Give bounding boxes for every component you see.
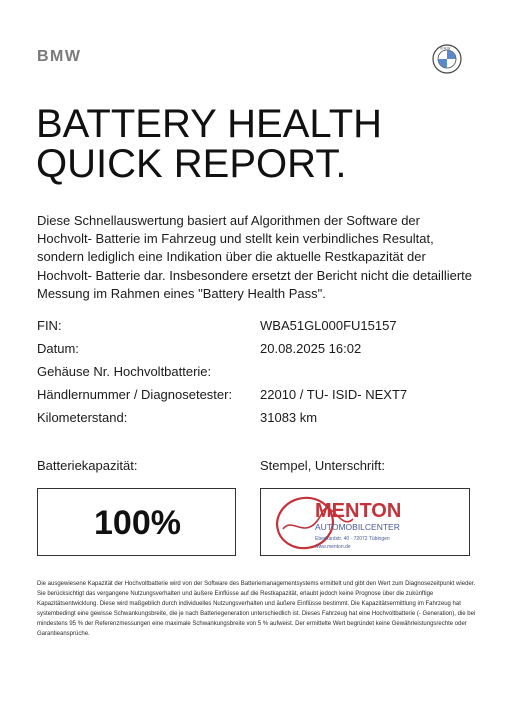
bmw-wordmark: BMW xyxy=(37,48,82,65)
capacity-box xyxy=(37,488,236,556)
intro-paragraph: Diese Schnellauswertung basiert auf Algorithmen der Software der Hochvolt- Batterie im Fahrzeug und stellt kein verbindliches Resultat, sondern lediglich eine Indikation über die aktuelle Restkapazität der Hochvolt- Batterie dar. Insbesondere ersetzt der Bericht nicht die detaillierte Messung im Rahmen eines "Battery Health Pass". xyxy=(37,213,473,301)
stamp-name: MENTON xyxy=(315,500,402,522)
dealer-stamp xyxy=(261,489,469,555)
fin-label: FIN: xyxy=(37,318,62,333)
capacity-value: 100% xyxy=(94,504,181,542)
bmw-roundel-icon xyxy=(432,44,462,74)
stamp-box xyxy=(260,488,470,556)
stamp-subtitle: AUTOMOBILCENTER xyxy=(315,522,400,532)
stamp-address: Eberhardstr. 40 · 72072 Tübingen xyxy=(315,536,390,542)
date-value: 20.08.2025 16:02 xyxy=(260,341,362,356)
dealer-tester-label: Händlernummer / Diagnosetester: xyxy=(37,387,233,402)
mileage-value: 31083 km xyxy=(260,410,318,425)
fin-value: WBA51GL000FU15157 xyxy=(260,318,397,333)
legal-disclaimer: Die ausgewiesene Kapazität der Hochvoltbatterie wird von der Software des Batteriemanagementsystems ermittelt und gibt den Wert zum Diagnosezeitpunkt wieder. Sie berücksichtigt das vergangene Nutzungsverhalten und äußere Einflüsse auf die Restkapazität, erlaubt jedoch keine Prognose über die zukünftige Kapazitätsentwicklung. Diese wird maßgeblich durch individuelles Nutzungsverhalten und äußere Einflüsse bestimmt. Die Kapazitätsermittlung im Fahrzeug hat systembedingt eine gewisse Schwankungsbreite, die je nach Batteriegeneration unterschiedlich ist. Dieses Fahrzeug hat eine Hochvoltbatterie (- Generation), die bei mindestens 95 % der Referenzmessungen eine maximale Schwankungsbreite von 5 % aufweist. Der ermittelte Wert begründet keine Gewährleistungsrechte oder Garantieansprüche. xyxy=(37,581,476,637)
title-line-2: QUICK REPORT. xyxy=(36,142,347,186)
stamp-label: Stempel, Unterschrift: xyxy=(260,458,385,473)
report-title xyxy=(36,104,476,184)
capacity-label: Batteriekapazität: xyxy=(37,458,138,473)
battery-housing-label: Gehäuse Nr. Hochvoltbatterie: xyxy=(37,364,212,379)
date-label: Datum: xyxy=(37,341,79,356)
svg-text:B M W: B M W xyxy=(440,46,451,51)
title-line-1: BATTERY HEALTH xyxy=(36,102,383,146)
mileage-label: Kilometerstand: xyxy=(37,410,128,425)
stamp-web: www.menton.de xyxy=(315,544,351,550)
dealer-tester-value: 22010 / TU- ISID- NEXT7 xyxy=(260,387,408,402)
